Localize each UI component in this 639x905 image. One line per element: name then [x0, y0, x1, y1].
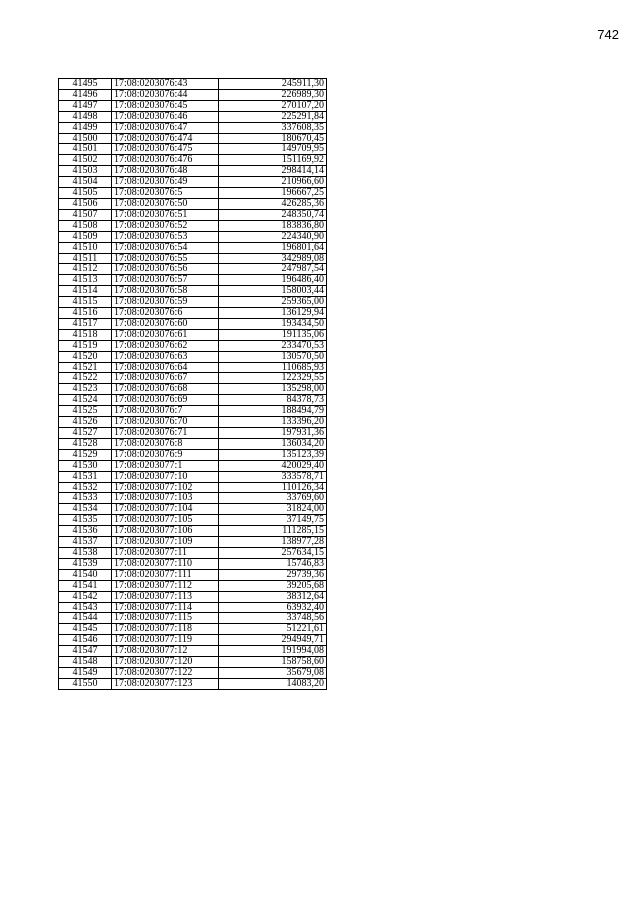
- cadastral-number-cell: 17:08:0203077:119: [112, 635, 219, 646]
- cadastral-number-cell: 17:08:0203076:70: [112, 417, 219, 428]
- table-row: [59, 384, 327, 395]
- row-number-cell: 41543: [59, 602, 112, 613]
- row-number-cell: 41511: [59, 253, 112, 264]
- row-number-cell: 41525: [59, 406, 112, 417]
- table-row: [59, 286, 327, 297]
- cadastral-number-cell: 17:08:0203076:476: [112, 155, 219, 166]
- row-number-cell: 41495: [59, 79, 112, 90]
- cadastral-number-cell: 17:08:0203076:63: [112, 351, 219, 362]
- cadastral-value-cell: 136129,94: [219, 308, 327, 319]
- row-number-cell: 41520: [59, 351, 112, 362]
- table-row: [59, 318, 327, 329]
- cadastral-number-cell: 17:08:0203076:44: [112, 89, 219, 100]
- cadastral-number-cell: 17:08:0203077:103: [112, 493, 219, 504]
- table-row: [59, 308, 327, 319]
- table-row: [59, 122, 327, 133]
- cadastral-value-cell: 333578,71: [219, 471, 327, 482]
- table-body: [59, 79, 327, 690]
- row-number-cell: 41536: [59, 526, 112, 537]
- table-row: [59, 471, 327, 482]
- table-row: [59, 373, 327, 384]
- cadastral-value-cell: 135123,39: [219, 449, 327, 460]
- table-row: [59, 482, 327, 493]
- cadastral-value-cell: 133396,20: [219, 417, 327, 428]
- cadastral-value-cell: 191135,06: [219, 329, 327, 340]
- cadastral-value-cell: 259365,00: [219, 297, 327, 308]
- table-row: [59, 504, 327, 515]
- cadastral-value-cell: 210966,60: [219, 177, 327, 188]
- table-row: [59, 558, 327, 569]
- cadastral-number-cell: 17:08:0203076:56: [112, 264, 219, 275]
- row-number-cell: 41509: [59, 231, 112, 242]
- row-number-cell: 41499: [59, 122, 112, 133]
- row-number-cell: 41508: [59, 220, 112, 231]
- row-number-cell: 41545: [59, 624, 112, 635]
- cadastral-value-cell: 270107,20: [219, 100, 327, 111]
- table-row: [59, 329, 327, 340]
- cadastral-number-cell: 17:08:0203077:11: [112, 547, 219, 558]
- row-number-cell: 41549: [59, 667, 112, 678]
- cadastral-value-cell: 84378,73: [219, 395, 327, 406]
- row-number-cell: 41540: [59, 569, 112, 580]
- cadastral-number-cell: 17:08:0203077:114: [112, 602, 219, 613]
- cadastral-value-cell: 14083,20: [219, 678, 327, 689]
- row-number-cell: 41524: [59, 395, 112, 406]
- cadastral-number-cell: 17:08:0203076:49: [112, 177, 219, 188]
- cadastral-number-cell: 17:08:0203076:6: [112, 308, 219, 319]
- cadastral-number-cell: 17:08:0203076:8: [112, 438, 219, 449]
- cadastral-number-cell: 17:08:0203077:122: [112, 667, 219, 678]
- table-row: [59, 351, 327, 362]
- table-row: [59, 166, 327, 177]
- cadastral-number-cell: 17:08:0203076:51: [112, 209, 219, 220]
- table-row: [59, 155, 327, 166]
- table-row: [59, 537, 327, 548]
- row-number-cell: 41514: [59, 286, 112, 297]
- row-number-cell: 41517: [59, 318, 112, 329]
- cadastral-value-cell: 298414,14: [219, 166, 327, 177]
- row-number-cell: 41497: [59, 100, 112, 111]
- row-number-cell: 41496: [59, 89, 112, 100]
- row-number-cell: 41526: [59, 417, 112, 428]
- cadastral-number-cell: 17:08:0203077:123: [112, 678, 219, 689]
- table-row: [59, 635, 327, 646]
- cadastral-value-cell: 110126,34: [219, 482, 327, 493]
- cadastral-value-cell: 180670,45: [219, 133, 327, 144]
- row-number-cell: 41529: [59, 449, 112, 460]
- cadastral-value-cell: 225291,84: [219, 111, 327, 122]
- cadastral-value-cell: 248350,74: [219, 209, 327, 220]
- cadastral-value-cell: 38312,64: [219, 591, 327, 602]
- row-number-cell: 41506: [59, 198, 112, 209]
- table-row: [59, 547, 327, 558]
- table-row: [59, 188, 327, 199]
- cadastral-number-cell: 17:08:0203076:62: [112, 340, 219, 351]
- cadastral-value-cell: 247987,54: [219, 264, 327, 275]
- cadastral-number-cell: 17:08:0203077:109: [112, 537, 219, 548]
- table-row: [59, 657, 327, 668]
- cadastral-number-cell: 17:08:0203076:58: [112, 286, 219, 297]
- cadastral-value-cell: 37149,75: [219, 515, 327, 526]
- row-number-cell: 41538: [59, 547, 112, 558]
- cadastral-number-cell: 17:08:0203077:110: [112, 558, 219, 569]
- table-row: [59, 493, 327, 504]
- table-row: [59, 428, 327, 439]
- cadastral-value-cell: 420029,40: [219, 460, 327, 471]
- cadastral-value-cell: 226989,30: [219, 89, 327, 100]
- table-row: [59, 515, 327, 526]
- cadastral-number-cell: 17:08:0203076:9: [112, 449, 219, 460]
- table-row: [59, 667, 327, 678]
- row-number-cell: 41519: [59, 340, 112, 351]
- table-row: [59, 438, 327, 449]
- cadastral-value-cell: 224340,90: [219, 231, 327, 242]
- cadastral-number-cell: 17:08:0203076:64: [112, 362, 219, 373]
- table-row: [59, 231, 327, 242]
- row-number-cell: 41498: [59, 111, 112, 122]
- table-row: [59, 89, 327, 100]
- table-row: [59, 253, 327, 264]
- cadastral-number-cell: 17:08:0203077:106: [112, 526, 219, 537]
- table-row: [59, 144, 327, 155]
- cadastral-number-cell: 17:08:0203077:118: [112, 624, 219, 635]
- cadastral-value-cell: 183836,80: [219, 220, 327, 231]
- row-number-cell: 41544: [59, 613, 112, 624]
- table-row: [59, 678, 327, 689]
- table-row: [59, 526, 327, 537]
- row-number-cell: 41533: [59, 493, 112, 504]
- cadastral-value-cell: 33769,60: [219, 493, 327, 504]
- row-number-cell: 41532: [59, 482, 112, 493]
- cadastral-number-cell: 17:08:0203077:12: [112, 646, 219, 657]
- cadastral-value-cell: 151169,92: [219, 155, 327, 166]
- cadastral-number-cell: 17:08:0203076:52: [112, 220, 219, 231]
- row-number-cell: 41522: [59, 373, 112, 384]
- row-number-cell: 41504: [59, 177, 112, 188]
- cadastral-number-cell: 17:08:0203076:7: [112, 406, 219, 417]
- cadastral-value-cell: 29739,36: [219, 569, 327, 580]
- row-number-cell: 41534: [59, 504, 112, 515]
- cadastral-value-cell: 188494,79: [219, 406, 327, 417]
- cadastral-number-cell: 17:08:0203076:67: [112, 373, 219, 384]
- cadastral-value-cell: 51221,61: [219, 624, 327, 635]
- table-row: [59, 613, 327, 624]
- row-number-cell: 41547: [59, 646, 112, 657]
- cadastral-number-cell: 17:08:0203077:10: [112, 471, 219, 482]
- cadastral-value-cell: 31824,00: [219, 504, 327, 515]
- cadastral-value-cell: 158758,60: [219, 657, 327, 668]
- row-number-cell: 41503: [59, 166, 112, 177]
- row-number-cell: 41512: [59, 264, 112, 275]
- row-number-cell: 41523: [59, 384, 112, 395]
- cadastral-value-cell: 122329,55: [219, 373, 327, 384]
- cadastral-value-cell: 196486,40: [219, 275, 327, 286]
- table-row: [59, 340, 327, 351]
- row-number-cell: 41542: [59, 591, 112, 602]
- row-number-cell: 41546: [59, 635, 112, 646]
- row-number-cell: 41528: [59, 438, 112, 449]
- row-number-cell: 41502: [59, 155, 112, 166]
- row-number-cell: 41539: [59, 558, 112, 569]
- row-number-cell: 41550: [59, 678, 112, 689]
- cadastral-value-cell: 197931,36: [219, 428, 327, 439]
- table-row: [59, 406, 327, 417]
- page-number: 742: [597, 27, 619, 42]
- row-number-cell: 41537: [59, 537, 112, 548]
- cadastral-number-cell: 17:08:0203077:104: [112, 504, 219, 515]
- table-row: [59, 111, 327, 122]
- cadastral-value-cell: 196667,25: [219, 188, 327, 199]
- cadastral-value-cell: 33748,56: [219, 613, 327, 624]
- cadastral-number-cell: 17:08:0203077:113: [112, 591, 219, 602]
- table-row: [59, 417, 327, 428]
- table-row: [59, 395, 327, 406]
- cadastral-value-cell: 35679,08: [219, 667, 327, 678]
- table-row: [59, 275, 327, 286]
- cadastral-number-cell: 17:08:0203077:105: [112, 515, 219, 526]
- table-row: [59, 79, 327, 90]
- table-row: [59, 591, 327, 602]
- row-number-cell: 41510: [59, 242, 112, 253]
- row-number-cell: 41548: [59, 657, 112, 668]
- cadastral-value-cell: 135298,00: [219, 384, 327, 395]
- row-number-cell: 41518: [59, 329, 112, 340]
- table-row: [59, 362, 327, 373]
- table-row: [59, 100, 327, 111]
- row-number-cell: 41530: [59, 460, 112, 471]
- cadastral-value-cell: 136034,20: [219, 438, 327, 449]
- cadastral-value-cell: 15746,83: [219, 558, 327, 569]
- table-row: [59, 460, 327, 471]
- cadastral-value-cell: 257634,15: [219, 547, 327, 558]
- table-row: [59, 580, 327, 591]
- row-number-cell: 41515: [59, 297, 112, 308]
- cadastral-number-cell: 17:08:0203076:46: [112, 111, 219, 122]
- table-row: [59, 133, 327, 144]
- cadastral-number-cell: 17:08:0203076:48: [112, 166, 219, 177]
- table-row: [59, 264, 327, 275]
- table-row: [59, 297, 327, 308]
- cadastral-value-cell: 191994,08: [219, 646, 327, 657]
- cadastral-number-cell: 17:08:0203077:112: [112, 580, 219, 591]
- row-number-cell: 41500: [59, 133, 112, 144]
- row-number-cell: 41521: [59, 362, 112, 373]
- cadastral-number-cell: 17:08:0203077:111: [112, 569, 219, 580]
- cadastral-value-cell: 138977,28: [219, 537, 327, 548]
- cadastral-number-cell: 17:08:0203076:5: [112, 188, 219, 199]
- table-row: [59, 624, 327, 635]
- cadastral-number-cell: 17:08:0203076:60: [112, 318, 219, 329]
- cadastral-value-cell: 39205,68: [219, 580, 327, 591]
- cadastral-number-cell: 17:08:0203077:120: [112, 657, 219, 668]
- cadastral-number-cell: 17:08:0203076:69: [112, 395, 219, 406]
- cadastral-value-cell: 158003,44: [219, 286, 327, 297]
- cadastral-value-cell: 149709,95: [219, 144, 327, 155]
- row-number-cell: 41531: [59, 471, 112, 482]
- cadastral-value-cell: 130570,50: [219, 351, 327, 362]
- row-number-cell: 41513: [59, 275, 112, 286]
- cadastral-number-cell: 17:08:0203076:59: [112, 297, 219, 308]
- row-number-cell: 41535: [59, 515, 112, 526]
- table-row: [59, 198, 327, 209]
- cadastral-value-cell: 337608,35: [219, 122, 327, 133]
- cadastral-number-cell: 17:08:0203076:45: [112, 100, 219, 111]
- cadastral-number-cell: 17:08:0203076:53: [112, 231, 219, 242]
- table-row: [59, 177, 327, 188]
- cadastral-value-cell: 245911,30: [219, 79, 327, 90]
- table-row: [59, 569, 327, 580]
- cadastral-number-cell: 17:08:0203076:47: [112, 122, 219, 133]
- table-row: [59, 449, 327, 460]
- cadastral-number-cell: 17:08:0203076:50: [112, 198, 219, 209]
- cadastral-value-cell: 193434,50: [219, 318, 327, 329]
- cadastral-value-cell: 196801,64: [219, 242, 327, 253]
- cadastral-value-cell: 294949,71: [219, 635, 327, 646]
- cadastral-value-cell: 342989,08: [219, 253, 327, 264]
- table-row: [59, 209, 327, 220]
- cadastral-number-cell: 17:08:0203076:68: [112, 384, 219, 395]
- cadastral-number-cell: 17:08:0203076:57: [112, 275, 219, 286]
- row-number-cell: 41507: [59, 209, 112, 220]
- cadastral-value-cell: 110685,93: [219, 362, 327, 373]
- row-number-cell: 41516: [59, 308, 112, 319]
- cadastral-number-cell: 17:08:0203076:43: [112, 79, 219, 90]
- row-number-cell: 41501: [59, 144, 112, 155]
- cadastral-value-cell: 111285,15: [219, 526, 327, 537]
- row-number-cell: 41505: [59, 188, 112, 199]
- cadastral-number-cell: 17:08:0203076:61: [112, 329, 219, 340]
- table-row: [59, 220, 327, 231]
- table-row: [59, 242, 327, 253]
- cadastral-value-cell: 426285,36: [219, 198, 327, 209]
- cadastral-value-cell: 63932,40: [219, 602, 327, 613]
- cadastral-number-cell: 17:08:0203076:71: [112, 428, 219, 439]
- row-number-cell: 41527: [59, 428, 112, 439]
- cadastral-number-cell: 17:08:0203077:115: [112, 613, 219, 624]
- cadastral-number-cell: 17:08:0203076:54: [112, 242, 219, 253]
- table-row: [59, 602, 327, 613]
- cadastral-number-cell: 17:08:0203077:102: [112, 482, 219, 493]
- cadastral-number-cell: 17:08:0203076:474: [112, 133, 219, 144]
- cadastral-number-cell: 17:08:0203077:1: [112, 460, 219, 471]
- cadastral-value-cell: 233470,53: [219, 340, 327, 351]
- table-row: [59, 646, 327, 657]
- row-number-cell: 41541: [59, 580, 112, 591]
- cadastral-number-cell: 17:08:0203076:475: [112, 144, 219, 155]
- cadastral-value-table: [58, 78, 327, 690]
- cadastral-number-cell: 17:08:0203076:55: [112, 253, 219, 264]
